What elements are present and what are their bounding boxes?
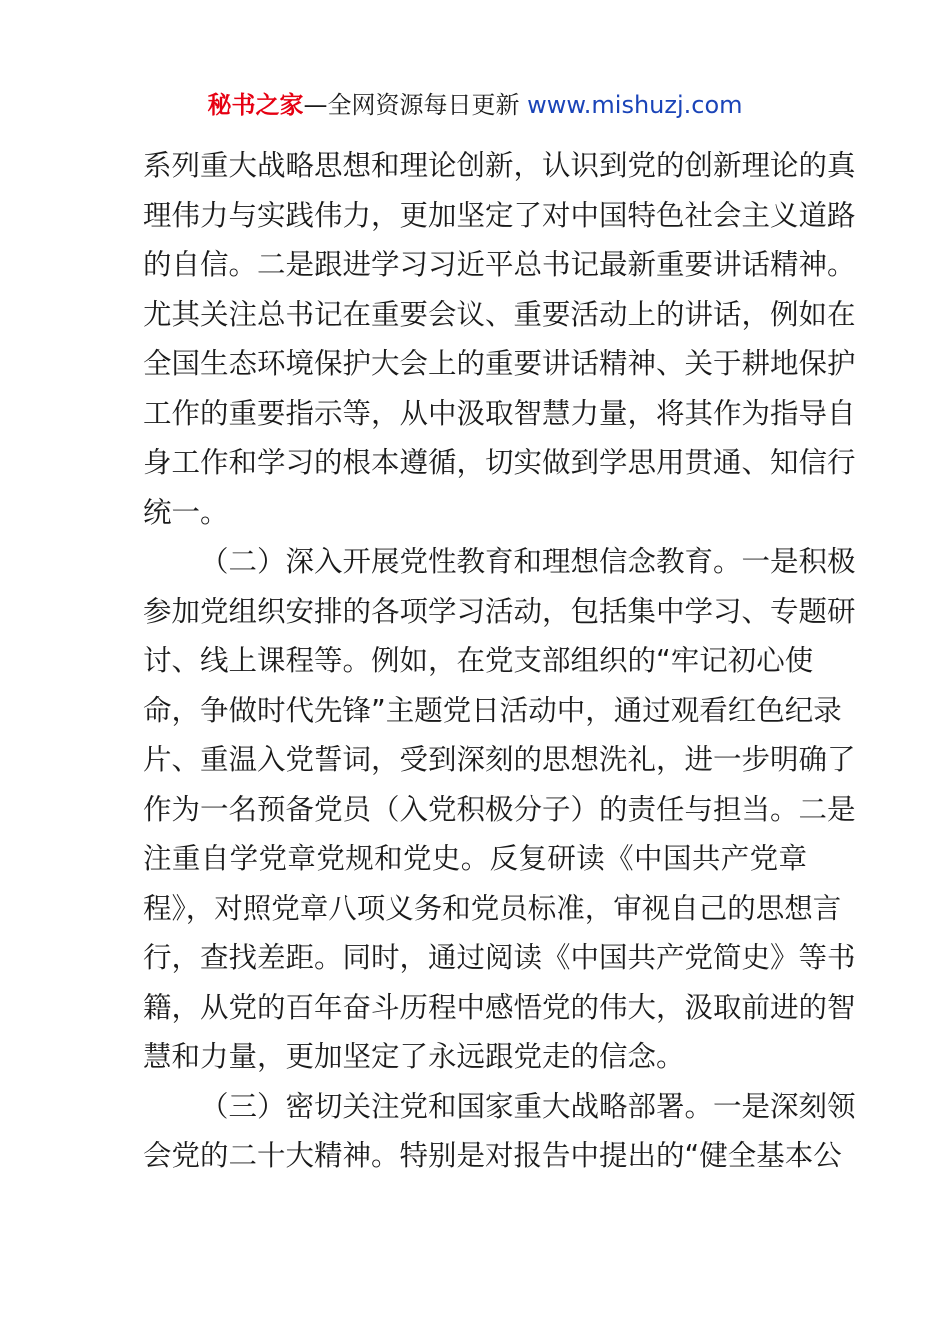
text-line: 命，争做时代先锋”主题党日活动中，通过观看红色纪录	[143, 693, 842, 727]
header-dash: —	[303, 91, 328, 119]
section-heading-line: （三）密切关注党和国家重大战略部署。一是深刻领	[200, 1089, 856, 1123]
section-heading-line: （二）深入开展党性教育和理想信念教育。一是积极	[200, 545, 856, 578]
text-line: 讨、线上课程等。例如，在党支部组织的“牢记初心使	[143, 644, 814, 677]
text-line: 注重自学党章党规和党史。反复研读《中国共产党章	[143, 842, 807, 875]
text-line: 行，查找差距。同时，通过阅读《中国共产党简史》等书	[143, 941, 856, 974]
text-line: 会党的二十大精神。特别是对报告中提出的“健全基本公	[143, 1139, 842, 1172]
header-slogan: 全网资源每日更新	[327, 91, 520, 119]
text-line: 片、重温入党誓词，受到深刻的思想洗礼，进一步明确了	[143, 743, 856, 776]
text-line: 系列重大战略思想和理论创新，认识到党的创新理论的真	[143, 149, 856, 182]
text-line: 尤其关注总书记在重要会议、重要活动上的讲话，例如在	[143, 297, 856, 331]
text-line: 工作的重要指示等，从中汲取智慧力量，将其作为指导自	[143, 396, 856, 430]
text-line: 理伟力与实践伟力，更加坚定了对中国特色社会主义道路	[143, 198, 856, 232]
text-line: 全国生态环境保护大会上的重要讲话精神、关于耕地保护	[143, 347, 856, 380]
site-url-link[interactable]: www.mishuzj.com	[527, 91, 743, 119]
text-line: 籍，从党的百年奋斗历程中感悟党的伟大，汲取前进的智	[143, 990, 856, 1024]
text-line: 的自信。二是跟进学习习近平总书记最新重要讲话精神。	[143, 248, 856, 281]
text-line: 程》，对照党章八项义务和党员标准，审视自己的思想言	[143, 891, 842, 925]
document-body	[143, 141, 856, 1181]
text-line: 身工作和学习的根本遵循，切实做到学思用贯通、知信行	[143, 446, 856, 479]
text-line: 统一。	[143, 495, 229, 529]
page-header	[0, 86, 950, 124]
site-brand: 秘书之家	[207, 91, 304, 119]
text-line: 参加党组织安排的各项学习活动，包括集中学习、专题研	[143, 594, 856, 628]
text-line: 慧和力量，更加坚定了永远跟党走的信念。	[143, 1040, 685, 1073]
text-line: 作为一名预备党员（入党积极分子）的责任与担当。二是	[143, 792, 856, 826]
